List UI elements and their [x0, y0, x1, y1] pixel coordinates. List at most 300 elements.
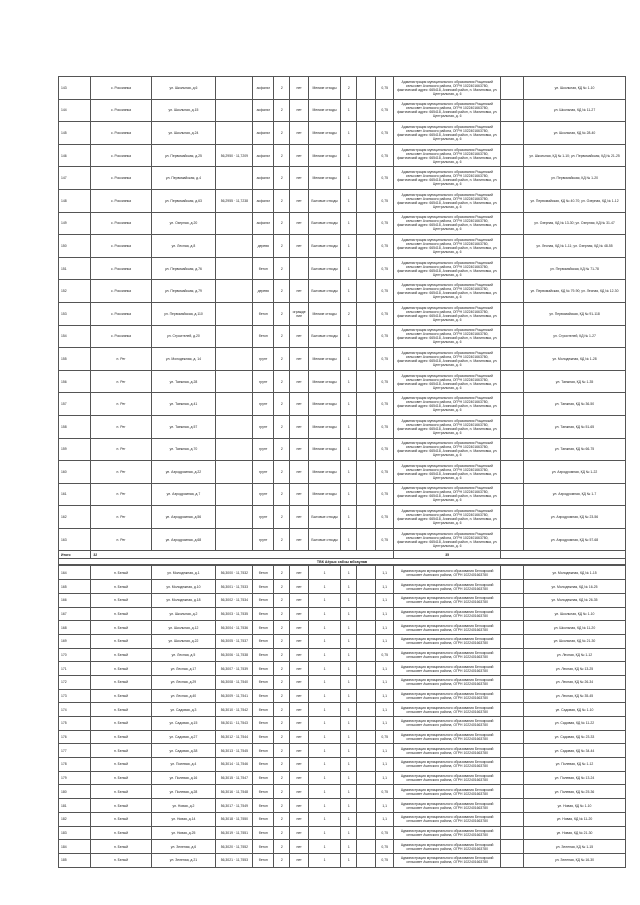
table-row [59, 77, 626, 100]
surface-cell: асфальт [253, 77, 274, 100]
street-cell: ул. Лесная, д.5 [151, 648, 216, 662]
container-count-cell: 1 [341, 703, 357, 717]
served-addresses-cell: ул. Лесная, КД № 35-45 [524, 689, 626, 703]
empty-cell [500, 438, 523, 461]
container-count-cell: 1 [341, 853, 357, 867]
container-count-cell: 1 [341, 744, 357, 758]
empty-cell [500, 675, 523, 689]
surface-cell: грунт [253, 438, 274, 461]
count-cell: 2 [274, 826, 290, 840]
settlement-cell: п. Белый [91, 593, 151, 607]
coordinates-cell: 56,3012 · 11,7544 [216, 730, 253, 744]
container-volume-cell: 0,75 [375, 325, 394, 348]
empty-cell [357, 853, 376, 867]
container-volume-cell: 0,75 [375, 167, 394, 190]
row-number-cell: 178 [59, 758, 91, 772]
count-cell: 2 [274, 717, 290, 731]
container-count-cell: 1 [341, 144, 357, 167]
count-cell: 2 [274, 438, 290, 461]
waste-type-cell: Бытовые отходы [308, 528, 340, 551]
waste-type-cell: Бытовые отходы [308, 212, 340, 235]
row-number-cell: 143 [59, 77, 91, 100]
waste-type-cell: 1 [308, 689, 340, 703]
coordinates-cell: 56,3006 · 11,7538 [216, 648, 253, 662]
empty-cell [357, 212, 376, 235]
container-count-cell: 1 [341, 758, 357, 772]
container-volume-cell: 0,75 [375, 415, 394, 438]
container-volume-cell: 0,75 [375, 840, 394, 854]
served-addresses-cell: ул. Новая, КД № 21-30 [524, 826, 626, 840]
settlement-cell: п. Рег [91, 461, 151, 484]
coordinates-cell: 56,2955 · 11,7238 [216, 189, 253, 212]
served-addresses-cell: ул. Новая, КД № 11-20 [524, 812, 626, 826]
coordinates-cell: 56,3004 · 11,7536 [216, 621, 253, 635]
container-volume-cell: 0,75 [375, 280, 394, 303]
fence-cell: нет [290, 461, 309, 484]
empty-cell [357, 348, 376, 371]
row-number-cell: 145 [59, 122, 91, 145]
served-addresses-cell: ул. Школьная, КД № 28-40 [524, 122, 626, 145]
waste-type-cell: Бытовые отходы [308, 325, 340, 348]
empty-cell [500, 840, 523, 854]
empty-cell [500, 744, 523, 758]
coordinates-cell [216, 370, 253, 393]
street-cell: ул. Садовая, д.38 [151, 744, 216, 758]
container-volume-cell: 1,1 [375, 675, 394, 689]
served-addresses-cell: ул. Садовая, КД № 11-22 [524, 717, 626, 731]
count-cell: 2 [274, 461, 290, 484]
served-addresses-cell: ул. Зеленая, КД № 16-30 [524, 853, 626, 867]
surface-cell: бетон [253, 744, 274, 758]
owner-cell: Администрация муниципального образования Рощинский сельсовет Ачинского района, ОГРН 1022401663780, фактический адрес: 665418, Ачинский район, п. Малиновка, ул. Центральная, д. 6 [394, 280, 500, 303]
container-count-cell: 1 [341, 393, 357, 416]
empty-cell [500, 280, 523, 303]
settlement-cell: п. Рег [91, 415, 151, 438]
owner-cell: Администрация муниципального образования Белоярский сельсовет Ачинского района, ОГРН 1022401663780 [394, 703, 500, 717]
container-volume-cell: 0,75 [375, 393, 394, 416]
waste-type-cell: Бытовые отходы [308, 189, 340, 212]
table-row [59, 703, 626, 717]
owner-cell: Администрация муниципального образования Рощинский сельсовет Ачинского района, ОГРН 1022401663780, фактический адрес: 665418, Ачинский район, п. Малиновка, ул. Центральная, д. 6 [394, 122, 500, 145]
served-addresses-cell: ул. Таежная, КД № 66-75 [524, 438, 626, 461]
waste-type-cell: Бытовые отходы [308, 235, 340, 258]
street-cell: ул. Аэродромная, д.22 [151, 461, 216, 484]
street-cell: ул. Первомайская, д.76 [151, 257, 216, 280]
row-number-cell: 157 [59, 393, 91, 416]
total-sum: 35 [394, 551, 500, 559]
empty-cell [500, 528, 523, 551]
table-row [59, 212, 626, 235]
waste-type-cell: 1 [308, 662, 340, 676]
waste-type-cell: Бытовые отходы [308, 280, 340, 303]
waste-type-cell: 1 [308, 785, 340, 799]
empty-cell [357, 122, 376, 145]
settlement-cell: п. Белый [91, 634, 151, 648]
owner-cell: Администрация муниципального образования Белоярский сельсовет Ачинского района, ОГРН 1022401663780 [394, 621, 500, 635]
served-addresses-cell: ул. Аэродромная, КД № 57-68 [524, 528, 626, 551]
container-volume-cell: 0,75 [375, 483, 394, 506]
fence-cell: нет [290, 812, 309, 826]
owner-cell: Администрация муниципального образования Рощинский сельсовет Ачинского района, ОГРН 1022401663780, фактический адрес: 665418, Ачинский район, п. Малиновка, ул. Центральная, д. 6 [394, 212, 500, 235]
empty-cell [357, 607, 376, 621]
table-row [59, 144, 626, 167]
row-number-cell: 150 [59, 235, 91, 258]
container-count-cell: 1 [341, 840, 357, 854]
empty-cell [500, 853, 523, 867]
coordinates-cell [216, 483, 253, 506]
street-cell: ул. Таежная, д.28 [151, 370, 216, 393]
empty-cell [357, 593, 376, 607]
fence-cell: нет [290, 566, 309, 580]
container-count-cell: 1 [341, 771, 357, 785]
total-label: Итого [59, 551, 91, 559]
row-number-cell: 152 [59, 280, 91, 303]
table-row [59, 302, 626, 325]
served-addresses-cell: ул. Школьная, КД № 11-20 [524, 621, 626, 635]
waste-type-cell: 1 [308, 717, 340, 731]
table-row [59, 826, 626, 840]
settlement-cell: с. Россиянка [91, 235, 151, 258]
served-addresses-cell: ул. Молодежная, КД № 1-15 [524, 566, 626, 580]
empty-cell [500, 167, 523, 190]
row-number-cell: 169 [59, 634, 91, 648]
street-cell: ул. Зеленая, д.6 [151, 840, 216, 854]
owner-cell: Администрация муниципального образования Белоярский сельсовет Ачинского района, ОГРН 1022401663780 [394, 771, 500, 785]
section-header: ТВК Аёрыс сабзы мбсаулав [59, 559, 626, 565]
container-volume-cell: 1,1 [375, 634, 394, 648]
table-row [59, 812, 626, 826]
empty-cell [500, 257, 523, 280]
row-number-cell: 161 [59, 483, 91, 506]
empty-cell [357, 506, 376, 529]
container-count-cell: 1 [341, 506, 357, 529]
coordinates-cell [216, 77, 253, 100]
table-row [59, 648, 626, 662]
count-cell: 2 [274, 235, 290, 258]
waste-type-cell: Мелкие отходы [308, 144, 340, 167]
empty-cell [357, 717, 376, 731]
waste-type-cell: 1 [308, 771, 340, 785]
container-volume-cell: 1,1 [375, 607, 394, 621]
count-cell: 2 [274, 634, 290, 648]
container-volume-cell: 0,75 [375, 77, 394, 100]
empty-cell [357, 325, 376, 348]
waste-type-cell: Мелкие отходы [308, 483, 340, 506]
coordinates-cell: 56,3000 · 11,7532 [216, 566, 253, 580]
row-number-cell: 181 [59, 799, 91, 813]
container-volume-cell: 1,1 [375, 744, 394, 758]
coordinates-cell [216, 302, 253, 325]
street-cell: ул. Школьная, д.12 [151, 621, 216, 635]
container-count-cell: 1 [341, 483, 357, 506]
count-cell: 2 [274, 528, 290, 551]
empty-cell [500, 99, 523, 122]
count-cell: 2 [274, 212, 290, 235]
surface-cell: бетон [253, 771, 274, 785]
container-count-cell: 1 [341, 528, 357, 551]
served-addresses-cell: ул. Полевая, КД № 25-36 [524, 785, 626, 799]
surface-cell: бетон [253, 648, 274, 662]
owner-cell: Администрация муниципального образования Белоярский сельсовет Ачинского района, ОГРН 1022401663780 [394, 799, 500, 813]
table-row [59, 348, 626, 371]
coordinates-cell: 56,3001 · 11,7533 [216, 580, 253, 594]
street-cell: ул. Молодежная, д.1 [151, 566, 216, 580]
owner-cell: Администрация муниципального образования Рощинский сельсовет Ачинского района, ОГРН 1022401663780, фактический адрес: 665418, Ачинский район, п. Малиновка, ул. Центральная, д. 6 [394, 415, 500, 438]
empty-cell [357, 189, 376, 212]
row-number-cell: 159 [59, 438, 91, 461]
container-count-cell: 1 [341, 799, 357, 813]
container-count-cell: 1 [341, 621, 357, 635]
street-cell: ул. Школьная, д.24 [151, 122, 216, 145]
empty-cell [500, 506, 523, 529]
surface-cell: деревя [253, 280, 274, 303]
coordinates-cell: 56,3009 · 11,7541 [216, 689, 253, 703]
street-cell: ул. Аэродромная, д.7 [151, 483, 216, 506]
container-volume-cell: 0,75 [375, 122, 394, 145]
coordinates-cell: 56,3020 · 11,7552 [216, 840, 253, 854]
street-cell: ул. Садовая, д.27 [151, 730, 216, 744]
empty-cell [357, 840, 376, 854]
empty-cell [500, 812, 523, 826]
street-cell: ул. Лесная, д.17 [151, 662, 216, 676]
fence-cell: нет [290, 167, 309, 190]
served-addresses-cell: ул. Школьная, КД № 1-10 [524, 607, 626, 621]
fence-cell: нет [290, 189, 309, 212]
settlement-cell: с. Россиянка [91, 325, 151, 348]
count-cell: 2 [274, 580, 290, 594]
waste-type-cell: Мелкие отходы [308, 415, 340, 438]
surface-cell: бетон [253, 634, 274, 648]
empty-cell [357, 302, 376, 325]
empty-cell [500, 580, 523, 594]
settlement-cell: п. Белый [91, 621, 151, 635]
coordinates-cell [216, 212, 253, 235]
container-count-cell: 1 [341, 370, 357, 393]
surface-cell: бетон [253, 785, 274, 799]
served-addresses-cell: ул. Садовая, КД № 34-44 [524, 744, 626, 758]
section-header-row [59, 559, 626, 565]
container-volume-cell: 0,75 [375, 302, 394, 325]
empty-cell [357, 730, 376, 744]
surface-cell: бетон [253, 812, 274, 826]
empty-cell [357, 648, 376, 662]
empty-cell [357, 370, 376, 393]
container-count-cell: 1 [341, 212, 357, 235]
settlement-cell: п. Рег [91, 348, 151, 371]
table-row [59, 189, 626, 212]
fence-cell: нет [290, 438, 309, 461]
container-volume-cell: 1,1 [375, 662, 394, 676]
empty-cell [357, 758, 376, 772]
waste-type-cell: 1 [308, 799, 340, 813]
row-number-cell: 153 [59, 302, 91, 325]
empty-cell [500, 648, 523, 662]
owner-cell: Администрация муниципального образования Рощинский сельсовет Ачинского района, ОГРН 1022401663780, фактический адрес: 665418, Ачинский район, п. Малиновка, ул. Центральная, д. 6 [394, 167, 500, 190]
settlement-cell: п. Рег [91, 483, 151, 506]
street-cell: ул. Школьная, д.2 [151, 607, 216, 621]
row-number-cell: 146 [59, 144, 91, 167]
table-row [59, 689, 626, 703]
count-cell: 2 [274, 506, 290, 529]
settlement-cell: п. Белый [91, 826, 151, 840]
row-number-cell: 173 [59, 689, 91, 703]
surface-cell: бетон [253, 302, 274, 325]
coordinates-cell: 56,3005 · 11,7537 [216, 634, 253, 648]
served-addresses-cell: ул. Садовая, КД № 23-33 [524, 730, 626, 744]
empty-cell [500, 393, 523, 416]
row-number-cell: 177 [59, 744, 91, 758]
served-addresses-cell: ул. Аэродромная, КД № 1-22 [524, 461, 626, 484]
fence-cell: нет [290, 393, 309, 416]
container-count-cell: 1 [341, 607, 357, 621]
served-addresses-cell: ул. Молодежная, КД № 16-25 [524, 580, 626, 594]
street-cell: ул. Новая, д.2 [151, 799, 216, 813]
surface-cell: бетон [253, 325, 274, 348]
row-number-cell: 179 [59, 771, 91, 785]
fence-cell: нет [290, 744, 309, 758]
empty-cell [500, 662, 523, 676]
row-number-cell: 148 [59, 189, 91, 212]
table-row [59, 744, 626, 758]
container-volume-cell: 0,75 [375, 257, 394, 280]
container-count-cell: 2 [341, 77, 357, 100]
coordinates-cell [216, 415, 253, 438]
count-cell: 2 [274, 771, 290, 785]
owner-cell: Администрация муниципального образования Рощинский сельсовет Ачинского района, ОГРН 1022401663780, фактический адрес: 665418, Ачинский район, п. Малиновка, ул. Центральная, д. 6 [394, 393, 500, 416]
empty-cell [357, 812, 376, 826]
settlement-cell: п. Белый [91, 607, 151, 621]
surface-cell: бетон [253, 717, 274, 731]
empty-cell [500, 771, 523, 785]
fence-cell: нет [290, 483, 309, 506]
count-cell: 2 [274, 122, 290, 145]
container-volume-cell: 1,1 [375, 799, 394, 813]
served-addresses-cell: ул. Таежная, КД № 1-35 [524, 370, 626, 393]
waste-type-cell: Мелкие отходы [308, 77, 340, 100]
count-cell: 2 [274, 257, 290, 280]
row-number-cell: 174 [59, 703, 91, 717]
row-number-cell: 156 [59, 370, 91, 393]
count-cell: 2 [274, 689, 290, 703]
street-cell: ул. Первомайская, д.79 [151, 280, 216, 303]
surface-cell: бетон [253, 566, 274, 580]
fence-cell: нет [290, 634, 309, 648]
owner-cell: Администрация муниципального образования Рощинский сельсовет Ачинского района, ОГРН 1022401663780, фактический адрес: 665418, Ачинский район, п. Малиновка, ул. Центральная, д. 6 [394, 257, 500, 280]
container-volume-cell: 1,1 [375, 758, 394, 772]
table-row [59, 634, 626, 648]
container-count-cell: 1 [341, 717, 357, 731]
street-cell: ул. Строителей, д.20 [151, 325, 216, 348]
surface-cell: асфальт [253, 99, 274, 122]
surface-cell: грунт [253, 415, 274, 438]
container-count-cell: 1 [341, 280, 357, 303]
container-count-cell: 1 [341, 634, 357, 648]
served-addresses-cell: ул. Новая, КД № 1-10 [524, 799, 626, 813]
owner-cell: Администрация муниципального образования Белоярский сельсовет Ачинского района, ОГРН 1022401663780 [394, 566, 500, 580]
owner-cell: Администрация муниципального образования Белоярский сельсовет Ачинского района, ОГРН 1022401663780 [394, 648, 500, 662]
waste-type-cell: Мелкие отходы [308, 302, 340, 325]
street-cell: ул. Молодежная, д.18 [151, 593, 216, 607]
served-addresses-cell: ул. Молодежная, КД № 1-28 [524, 348, 626, 371]
count-cell: 2 [274, 812, 290, 826]
count-cell: 2 [274, 662, 290, 676]
served-addresses-cell: ул. Лесная, КД № 1-12 [524, 648, 626, 662]
document-page [58, 76, 626, 865]
empty-cell [357, 483, 376, 506]
street-cell: ул. Первомайская, д.63 [151, 189, 216, 212]
street-cell: ул. Лесная, д.29 [151, 675, 216, 689]
empty-cell [500, 461, 523, 484]
empty-cell [357, 461, 376, 484]
count-cell: 2 [274, 325, 290, 348]
empty-cell [357, 280, 376, 303]
fence-cell: нет [290, 853, 309, 867]
street-cell: ул. Школьная, д.6 [151, 77, 216, 100]
waste-type-cell: 1 [308, 607, 340, 621]
fence-cell: нет [290, 415, 309, 438]
container-volume-cell: 0,75 [375, 99, 394, 122]
served-addresses-cell: ул. Озерная, КД № 13-30; ул. Озерная, КД № 31-47 [524, 212, 626, 235]
container-volume-cell: 0,75 [375, 785, 394, 799]
served-addresses-cell: ул. Аэродромная, КД № 1-7 [524, 483, 626, 506]
owner-cell: Администрация муниципального образования Белоярский сельсовет Ачинского района, ОГРН 1022401663780 [394, 826, 500, 840]
waste-type-cell: Бытовые отходы [308, 257, 340, 280]
coordinates-cell: 56,3013 · 11,7545 [216, 744, 253, 758]
count-cell: 2 [274, 840, 290, 854]
street-cell: ул. Лесная, д.40 [151, 689, 216, 703]
fence-cell: нет [290, 280, 309, 303]
empty-cell [357, 785, 376, 799]
fence-cell: нет [290, 785, 309, 799]
row-number-cell: 163 [59, 528, 91, 551]
owner-cell: Администрация муниципального образования Рощинский сельсовет Ачинского района, ОГРН 1022401663780, фактический адрес: 665418, Ачинский район, п. Малиновка, ул. Центральная, д. 6 [394, 461, 500, 484]
container-volume-cell: 0,75 [375, 348, 394, 371]
fence-cell: нет [290, 528, 309, 551]
empty-cell [500, 302, 523, 325]
container-volume-cell: 0,75 [375, 235, 394, 258]
container-volume-cell: 1,1 [375, 621, 394, 635]
row-number-cell: 158 [59, 415, 91, 438]
row-number-cell: 175 [59, 717, 91, 731]
fence-cell: нет [290, 662, 309, 676]
container-count-cell: 1 [341, 826, 357, 840]
table-row [59, 607, 626, 621]
empty-cell [357, 689, 376, 703]
served-addresses-cell: ул. Первомайская, КД № 71-78 [524, 257, 626, 280]
coordinates-cell: 56,3003 · 11,7535 [216, 607, 253, 621]
container-count-cell: 1 [341, 566, 357, 580]
table-row [59, 99, 626, 122]
waste-type-cell: 1 [308, 703, 340, 717]
served-addresses-cell: ул. Полевая, КД № 13-24 [524, 771, 626, 785]
settlement-cell: п. Белый [91, 785, 151, 799]
settlement-cell: п. Белый [91, 799, 151, 813]
settlement-cell: с. Россиянка [91, 144, 151, 167]
container-volume-cell: 1,1 [375, 580, 394, 594]
row-number-cell: 165 [59, 580, 91, 594]
row-number-cell: 168 [59, 621, 91, 635]
fence-cell: нет [290, 348, 309, 371]
count-cell: 2 [274, 621, 290, 635]
waste-type-cell: Мелкие отходы [308, 348, 340, 371]
container-volume-cell: 0,75 [375, 648, 394, 662]
waste-type-cell: Бытовые отходы [308, 506, 340, 529]
street-cell: ул. Озерная, д.20 [151, 212, 216, 235]
fence-cell: нет [290, 826, 309, 840]
empty-cell [357, 621, 376, 635]
coordinates-cell [216, 506, 253, 529]
count-cell: 2 [274, 189, 290, 212]
